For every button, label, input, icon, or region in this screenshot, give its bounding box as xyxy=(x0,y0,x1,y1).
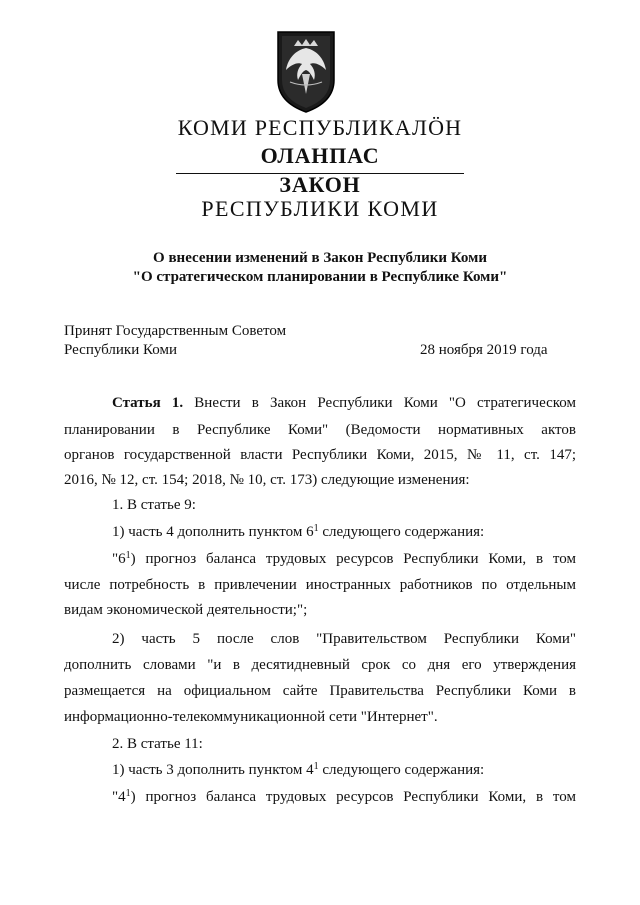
body-line: "$4^1$) прогноз баланса трудовых ресурсов Республики Коми, в том xyxy=(112,788,576,805)
adoption-date: 28 ноября 2019 года xyxy=(420,342,548,358)
body-line: органов государственной власти Республики Коми, 2015, № 11, ст. 147; xyxy=(64,447,576,463)
article-label: Статья 1. xyxy=(112,395,184,411)
body-line: 1. В статье 9: xyxy=(112,497,196,513)
body-line: числе потребность в привлечении иностранных работников по отдельным xyxy=(64,577,576,593)
adopted-by-line-2: Республики Коми xyxy=(64,342,177,358)
law-title-line-1: О внесении изменений в Закон Республики Коми xyxy=(153,250,487,266)
adopted-by-line-1: Принят Государственным Советом xyxy=(64,323,287,339)
body-line: Статья 1. Внести в Закон Республики Коми "О стратегическом xyxy=(112,395,577,411)
body-line: видам экономической деятельности;"; xyxy=(64,602,308,618)
header-komi-republic: КОМИ РЕСПУБЛИКАЛÖН xyxy=(177,115,463,140)
body-line: размещается на официальном сайте Правительства Республики Коми в xyxy=(64,683,576,699)
komi-coat-of-arms-icon xyxy=(272,28,340,114)
body-line: дополнить словами "и в десятидневный срок со дня его утверждения xyxy=(64,657,576,673)
body-line: 2016, № 12, ст. 154; 2018, № 10, ст. 173) следующие изменения: xyxy=(64,472,470,488)
body-line: 2) часть 5 после слов "Правительством Республики Коми" xyxy=(112,631,576,647)
header-respubliki-komi: РЕСПУБЛИКИ КОМИ xyxy=(201,196,439,221)
body-line: 1) часть 3 дополнить пунктом $4^1$ следующего содержания: xyxy=(112,761,485,778)
body-line: информационно-телекоммуникационной сети "Интернет". xyxy=(64,709,438,725)
body-line: "$6^1$) прогноз баланса трудовых ресурсов Республики Коми, в том xyxy=(112,550,576,567)
body-line: 1) часть 4 дополнить пунктом $6^1$ следующего содержания: xyxy=(112,523,485,540)
header-olanpas: ОЛАНПАС xyxy=(260,143,380,168)
body-line: 2. В статье 11: xyxy=(112,736,203,752)
header-zakon: ЗАКОН xyxy=(279,172,361,197)
law-title-line-2: "О стратегическом планировании в Республике Коми" xyxy=(132,269,508,285)
body-line: планировании в Республике Коми" (Ведомости нормативных актов xyxy=(64,422,576,438)
